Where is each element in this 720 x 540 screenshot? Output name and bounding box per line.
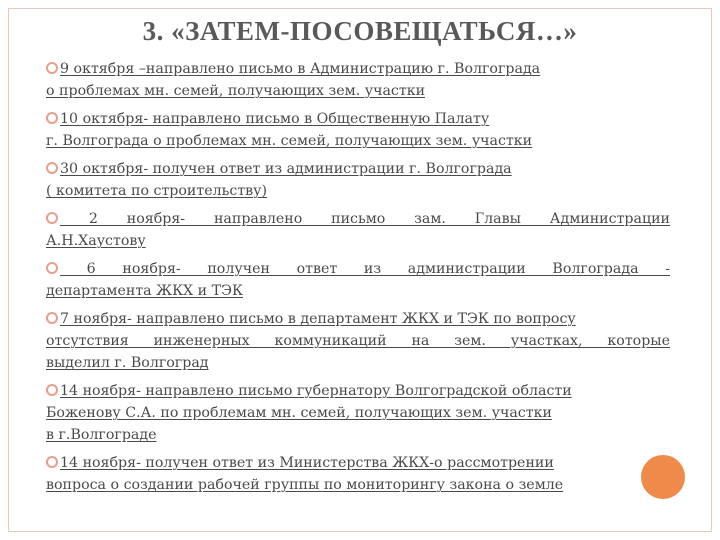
list-item [46,452,670,496]
bullet-icon [46,384,58,396]
item-line: о проблемах мн. семей, получающих зем. участки [46,83,426,99]
item-line: выделил г. Волгоград [46,355,209,371]
list-item [46,158,670,202]
list-item [46,380,670,446]
item-line: 30 октября- получен ответ из администрации г. Волгограда [60,161,512,177]
bullet-icon [46,312,58,324]
timeline-list [46,58,670,502]
item-line: А.Н.Хаустову [46,233,146,249]
item-line: 7 ноября- направлено письмо в департамент ЖКХ и ТЭК по вопросу [60,311,576,327]
item-line: 2 ноября- направлено письмо зам. Главы Администрации [88,211,670,227]
list-item [46,208,670,252]
list-item [46,308,670,374]
item-line: г. Волгограда о проблемах мн. семей, получающих зем. участки [46,133,533,149]
item-line: 6 ноября- получен ответ из администрации Волгограда - [86,261,670,277]
item-line: в г.Волгограде [46,427,157,443]
list-item [46,58,670,102]
decorative-circle [641,455,685,499]
bullet-icon [46,212,58,224]
item-line: 9 октября –направлено письмо в Администрацию г. Волгограда [60,61,541,77]
bullet-icon [46,112,58,124]
item-line: 14 ноября- получен ответ из Министерства ЖКХ-о рассмотрении [60,455,554,471]
item-line: 10 октября- направлено письмо в Общественную Палату [60,111,490,127]
slide-title: 3. «ЗАТЕМ-ПОСОВЕЩАТЬСЯ…» [142,16,578,46]
list-item [46,258,670,302]
item-line: 14 ноября- направлено письмо губернатору Волгоградской области [60,383,572,399]
list-item [46,108,670,152]
bullet-icon [46,262,58,274]
item-line: вопроса о создании рабочей группы по мониторингу закона о земле [46,477,564,493]
item-line: департамента ЖКХ и ТЭК [46,283,243,299]
item-line: ( комитета по строительству) [46,183,268,199]
bullet-icon [46,456,58,468]
bullet-icon [46,162,58,174]
item-line: отсутствия инженерных коммуникаций на зем. участках, которые [46,333,670,349]
bullet-icon [46,62,58,74]
item-line: Боженову С.А. по проблемам мн. семей, получающих зем. участки [46,405,552,421]
